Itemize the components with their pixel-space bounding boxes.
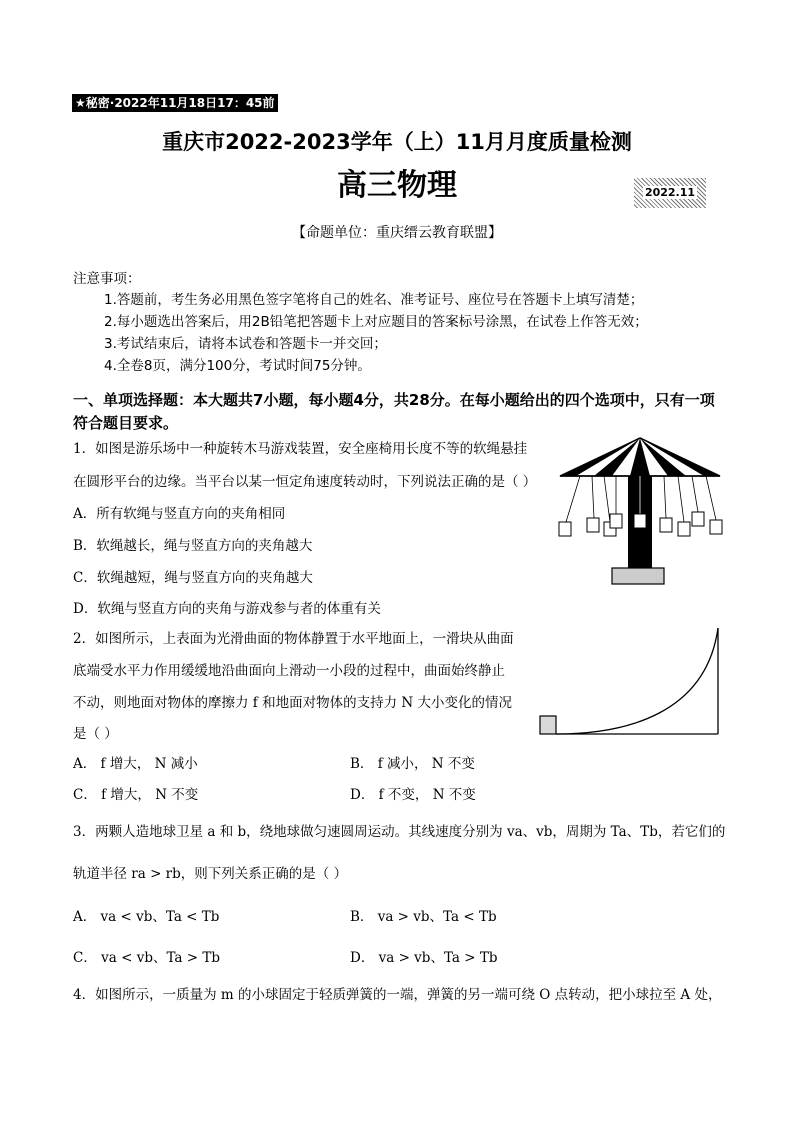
q2-option-a: A． f 增大， N 减小 bbox=[73, 756, 198, 772]
q1-line: 1．如图是游乐场中一种旋转木马游戏装置，安全座椅用长度不等的软绳悬挂 bbox=[73, 441, 528, 457]
q2-option-d: D． f 不变， N 不变 bbox=[350, 787, 476, 803]
q2-line: 是（ ） bbox=[73, 726, 118, 742]
section-heading: 一、单项选择题：本大题共7小题，每小题4分，共28分。在每小题给出的四个选项中，只有一项符合题目要求。 bbox=[73, 391, 715, 432]
notice-item: 3.考试结束后，请将本试卷和答题卡一并交回； bbox=[104, 336, 387, 352]
q1-option-b: B．软绳越长，绳与竖直方向的夹角越大 bbox=[73, 538, 313, 554]
q2-option-b: B． f 减小， N 不变 bbox=[350, 756, 475, 772]
exam-title: 重庆市2022-2023学年（上）11月月度质量检测 bbox=[162, 130, 632, 154]
q2-line: 不动，则地面对物体的摩擦力 f 和地面对物体的支持力 N 大小变化的情况 bbox=[73, 695, 512, 711]
q1-option-a: A．所有软绳与竖直方向的夹角相同 bbox=[73, 506, 286, 522]
date-badge-text: 2022.11 bbox=[644, 186, 696, 199]
q3-option-c: C． va < vb、Ta > Tb bbox=[73, 950, 221, 966]
q3-option-d: D． va > vb、Ta > Tb bbox=[350, 950, 498, 966]
q1-option-d: D．软绳与竖直方向的夹角与游戏参与者的体重有关 bbox=[73, 601, 381, 617]
q1-line: 在圆形平台的边缘。当平台以某一恒定角速度转动时，下列说法正确的是（ ） bbox=[73, 474, 537, 490]
q3-option-a: A． va < vb、Ta < Tb bbox=[73, 909, 220, 925]
subject-title: 高三物理 bbox=[337, 168, 457, 203]
notice-title: 注意事项： bbox=[73, 271, 141, 287]
unit-line: 【命题单位：重庆缙云教育联盟】 bbox=[292, 225, 502, 241]
notice-item: 1.答题前，考生务必用黑色签字笔将自己的姓名、准考证号、座位号在答题卡上填写清楚； bbox=[104, 292, 644, 308]
carousel-figure bbox=[550, 434, 730, 590]
curved-surface-figure bbox=[536, 624, 724, 738]
notice-item: 2.每小题选出答案后，用2B铅笔把答题卡上对应题目的答案标号涂黑，在试卷上作答无效； bbox=[104, 314, 648, 330]
q3-option-b: B． va > vb、Ta < Tb bbox=[350, 909, 497, 925]
q3-line: 3．两颗人造地球卫星 a 和 b，绕地球做匀速圆周运动。其线速度分别为 va、vb，周期为 Ta、Tb，若它们的 bbox=[73, 824, 726, 840]
q2-option-c: C． f 增大， N 不变 bbox=[73, 787, 199, 803]
q2-line: 2．如图所示，上表面为光滑曲面的物体静置于水平地面上，一滑块从曲面 bbox=[73, 631, 514, 647]
date-badge bbox=[634, 178, 706, 208]
q1-option-c: C．软绳越短，绳与竖直方向的夹角越大 bbox=[73, 570, 313, 586]
notice-item: 4.全卷8页，满分100分，考试时间75分钟。 bbox=[104, 358, 371, 374]
q3-line: 轨道半径 ra > rb，则下列关系正确的是（ ） bbox=[73, 866, 348, 882]
secret-label: ★秘密·2022年11月18日17：45前 bbox=[72, 94, 278, 112]
q2-line: 底端受水平力作用缓缓地沿曲面向上滑动一小段的过程中，曲面始终静止 bbox=[73, 663, 505, 679]
q4-line: 4．如图所示，一质量为 m 的小球固定于轻质弹簧的一端，弹簧的另一端可绕 O 点转动，把小球拉至 A 处， bbox=[73, 987, 722, 1003]
